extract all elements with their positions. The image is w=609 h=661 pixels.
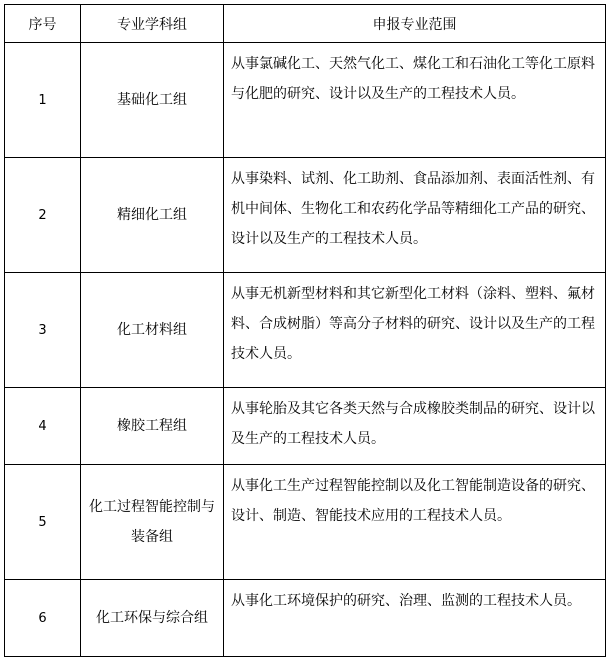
- table-row: [5, 43, 606, 158]
- header-index: 序号: [5, 5, 81, 43]
- row-scope: 从事氯碱化工、天然气化工、煤化工和石油化工等化工原料与化肥的研究、设计以及生产的工程技术人员。: [224, 43, 606, 158]
- table-row: [5, 273, 606, 388]
- header-scope: 申报专业范围: [224, 5, 606, 43]
- table-row: [5, 388, 606, 465]
- row-index: 2: [5, 158, 81, 273]
- row-group: 化工材料组: [81, 273, 224, 388]
- header-group: 专业学科组: [81, 5, 224, 43]
- row-scope: 从事化工环境保护的研究、治理、监测的工程技术人员。: [224, 580, 606, 657]
- row-index: 1: [5, 43, 81, 158]
- table-row: [5, 580, 606, 657]
- row-index: 4: [5, 388, 81, 465]
- row-group: 化工环保与综合组: [81, 580, 224, 657]
- row-scope: 从事轮胎及其它各类天然与合成橡胶类制品的研究、设计以及生产的工程技术人员。: [224, 388, 606, 465]
- row-group: 精细化工组: [81, 158, 224, 273]
- row-group: 基础化工组: [81, 43, 224, 158]
- row-scope: 从事无机新型材料和其它新型化工材料（涂料、塑料、氟材料、合成树脂）等高分子材料的研究、设计以及生产的工程技术人员。: [224, 273, 606, 388]
- table-row: [5, 465, 606, 580]
- row-scope: 从事化工生产过程智能控制以及化工智能制造设备的研究、设计、制造、智能技术应用的工程技术人员。: [224, 465, 606, 580]
- row-index: 5: [5, 465, 81, 580]
- row-group: 橡胶工程组: [81, 388, 224, 465]
- row-scope: 从事染料、试剂、化工助剂、食品添加剂、表面活性剂、有机中间体、生物化工和农药化学品等精细化工产品的研究、设计以及生产的工程技术人员。: [224, 158, 606, 273]
- row-index: 3: [5, 273, 81, 388]
- specialty-table: [4, 4, 606, 657]
- header-row: [5, 5, 606, 43]
- row-index: 6: [5, 580, 81, 657]
- table-row: [5, 158, 606, 273]
- row-group: 化工过程智能控制与装备组: [81, 465, 224, 580]
